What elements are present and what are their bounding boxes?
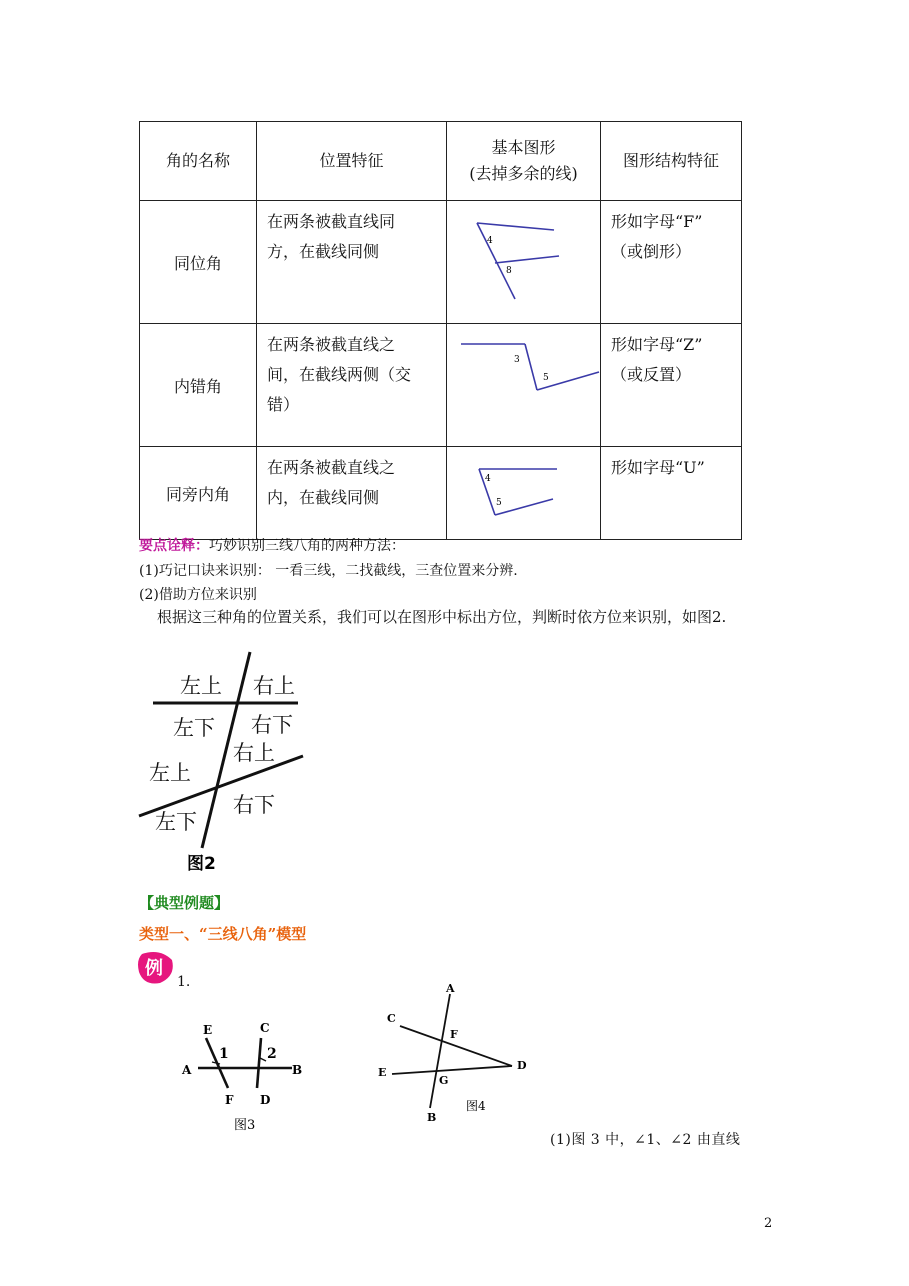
question-1-start: (1)图 3 中，∠1、∠2 由直线: [550, 1132, 741, 1148]
fig3-label: A: [182, 1063, 192, 1077]
fig4-label: E: [378, 1066, 387, 1079]
row-interior-figure: [447, 447, 601, 540]
fig2-label: 右下: [233, 793, 275, 817]
keypoint-label: 要点诠释：: [139, 538, 209, 554]
angle-types-table: [139, 121, 742, 540]
text-line: 在两条被截直线之: [267, 458, 396, 477]
fig3-caption: 图3: [234, 1118, 256, 1133]
text-line: 形如字母“F”: [611, 212, 703, 231]
explanation-paragraph: 根据这三种角的位置关系，我们可以在图形中标出方位，判断时依方位来识别，如图2.: [157, 608, 727, 626]
alternate-angle-figure: [447, 324, 601, 442]
row-alternate-position: [257, 324, 447, 447]
page-number: 2: [764, 1216, 773, 1231]
fig-label: 3: [514, 355, 520, 365]
row-corresponding-figure: [447, 201, 601, 324]
fig4-caption: 图4: [466, 1099, 486, 1113]
fig2-label: 左上: [149, 761, 191, 785]
corresponding-angle-figure: [447, 201, 601, 319]
text-line: 形如字母“Z”: [611, 335, 703, 354]
fig3-label: C: [260, 1021, 270, 1035]
fig4-label: B: [427, 1111, 437, 1124]
fig3-label: 2: [267, 1046, 277, 1062]
header-structure: 图形结构特征: [601, 122, 742, 201]
fig2-caption: 图2: [187, 854, 216, 873]
fig4-label: A: [446, 982, 455, 995]
method-1: (1)巧记口诀来识别： 一看三线，二找截线，三查位置来分辨.: [139, 563, 518, 579]
text-line: （或倒形）: [611, 242, 692, 261]
figure-3: [176, 1016, 311, 1134]
row-alternate-figure: [447, 324, 601, 447]
header-basic-figure: [447, 122, 601, 201]
row-interior-name: 同旁内角: [140, 447, 257, 540]
keypoint: [139, 535, 405, 555]
fig2-label: 左上: [180, 674, 222, 698]
section-examples: 【典型例题】: [139, 894, 230, 912]
text-line: 错）: [267, 395, 300, 414]
fig-label: 4: [487, 236, 493, 246]
fig2-label: 右上: [253, 674, 295, 698]
keypoint-text: 巧妙识别三线八角的两种方法：: [209, 538, 405, 554]
row-corresponding-position: [257, 201, 447, 324]
fig3-label: D: [260, 1093, 271, 1107]
fig3-label: B: [292, 1063, 303, 1077]
fig-label: 8: [506, 266, 512, 276]
row-alternate-feature: [601, 324, 742, 447]
example-badge-text: 例: [145, 958, 163, 979]
method-2: (2)借助方位来识别: [139, 587, 257, 603]
header-position: 位置特征: [257, 122, 447, 201]
fig2-label: 右下: [251, 713, 293, 737]
fig-label: 4: [485, 474, 491, 484]
fig-label: 5: [496, 498, 502, 508]
row-corresponding-feature: [601, 201, 742, 324]
fig4-label: F: [450, 1028, 458, 1041]
interior-angle-figure: [447, 447, 601, 535]
header-basic-figure-line1: 基本图形: [491, 138, 556, 157]
text-line: 内，在截线同侧: [267, 488, 380, 507]
type-1-heading: 类型一、“三线八角”模型: [139, 925, 307, 943]
example-badge: [136, 950, 176, 986]
fig2-label: 左下: [155, 810, 197, 834]
fig3-label: E: [203, 1023, 213, 1037]
text-line: 在两条被截直线之: [267, 335, 396, 354]
fig3-label: F: [225, 1093, 234, 1107]
fig4-label: D: [517, 1059, 527, 1072]
row-corresponding-name: 同位角: [140, 201, 257, 324]
fig4-label: C: [387, 1012, 396, 1025]
fig3-label: 1: [219, 1046, 229, 1062]
figure-2: [135, 648, 310, 873]
fig-label: 5: [543, 373, 549, 383]
row-interior-position: [257, 447, 447, 540]
header-angle-name: 角的名称: [140, 122, 257, 201]
text-line: 方，在截线同侧: [267, 242, 380, 261]
fig2-label: 右上: [233, 741, 275, 765]
fig4-label: G: [439, 1074, 449, 1087]
fig2-label: 左下: [173, 716, 215, 740]
text-line: 间，在截线两侧（交: [267, 365, 412, 384]
row-interior-feature: [601, 447, 742, 540]
text-line: 在两条被截直线同: [267, 212, 396, 231]
text-line: 形如字母“U”: [611, 458, 705, 477]
text-line: （或反置）: [611, 365, 692, 384]
example-number: 1.: [177, 974, 191, 990]
figure-4: [374, 980, 534, 1125]
header-basic-figure-line2: (去掉多余的线): [469, 164, 578, 183]
row-alternate-name: 内错角: [140, 324, 257, 447]
